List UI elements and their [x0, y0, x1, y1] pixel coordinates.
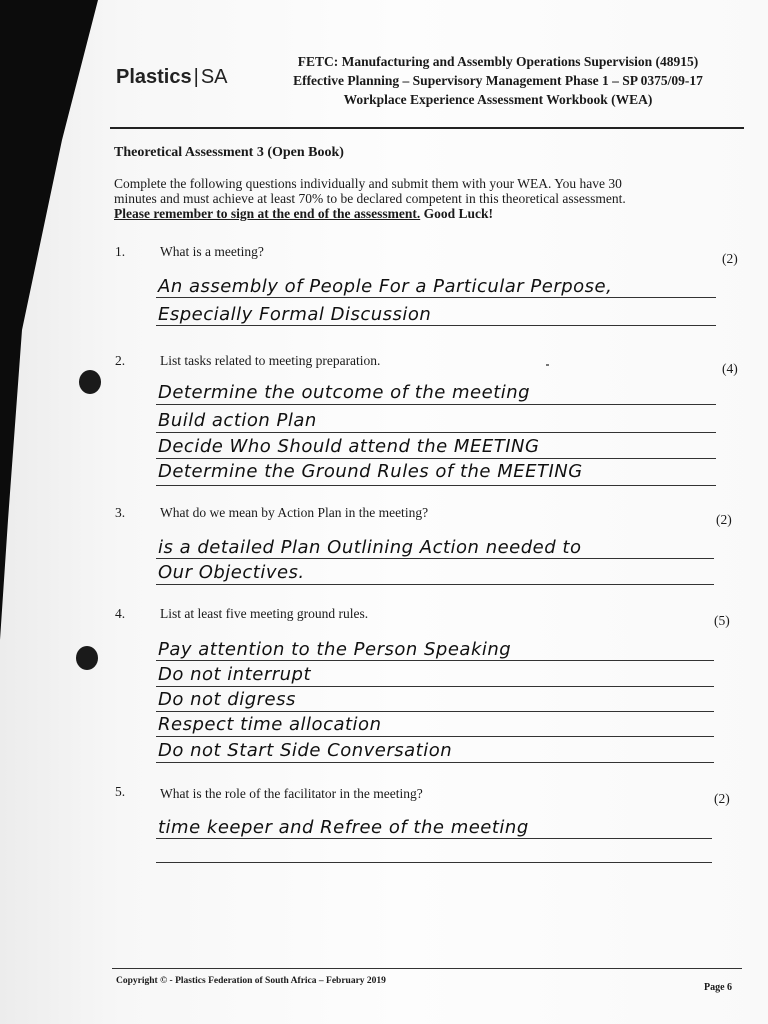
answer-rule — [156, 736, 714, 737]
brand-name: Plastics — [116, 66, 192, 88]
question-1-answer-line-1: An assembly of People For a Particular Perpose, — [158, 276, 613, 297]
answer-rule — [156, 485, 716, 486]
good-luck: Good Luck! — [420, 206, 493, 221]
brand-separator: | — [193, 66, 199, 88]
answer-rule — [156, 458, 716, 459]
question-4-answer-line-5: Do not Start Side Conversation — [158, 740, 453, 761]
question-5-text: What is the role of the facilitator in the meeting? — [160, 786, 423, 801]
scan-speck — [546, 364, 549, 366]
answer-rule — [156, 325, 716, 326]
footer-divider — [112, 968, 742, 969]
header-module: Effective Planning – Supervisory Management Phase 1 – SP 0375/09-17 — [293, 73, 703, 88]
header-qualification: FETC: Manufacturing and Assembly Operations Supervision (48915) — [297, 54, 699, 69]
instructions-line-1: Complete the following questions individually and submit them with your WEA. You have 30 — [114, 176, 622, 191]
question-4-answer-line-2: Do not interrupt — [158, 664, 312, 685]
question-4-number: 4. — [115, 606, 126, 621]
question-1-answer-line-2: Especially Formal Discussion — [158, 304, 432, 325]
answer-rule — [156, 297, 716, 298]
question-4-answer-line-4: Respect time allocation — [158, 714, 382, 735]
question-4-marks: (5) — [714, 613, 730, 628]
question-2-marks: (4) — [722, 361, 738, 376]
question-1-number: 1. — [115, 244, 126, 259]
question-2-number: 2. — [115, 353, 126, 368]
answer-rule — [156, 660, 714, 661]
question-3-number: 3. — [115, 505, 126, 520]
question-2-answer-line-1: Determine the outcome of the meeting — [158, 382, 531, 403]
question-4-text: List at least five meeting ground rules. — [160, 606, 369, 621]
punch-hole-top — [79, 370, 101, 394]
sign-reminder: Please remember to sign at the end of the assessment. — [114, 206, 421, 221]
answer-rule — [156, 584, 714, 585]
instructions — [114, 176, 714, 221]
question-3-marks: (2) — [716, 512, 732, 527]
scan-shadow — [0, 0, 110, 1024]
question-5-number: 5. — [115, 784, 126, 799]
plastics-sa-logo — [116, 66, 228, 89]
header-divider — [110, 127, 744, 129]
answer-rule — [156, 711, 714, 712]
answer-rule — [156, 862, 712, 863]
document-header — [258, 52, 738, 109]
question-2-answer-line-3: Decide Who Should attend the MEETING — [158, 436, 540, 457]
instructions-line-2: minutes and must achieve at least 70% to be declared competent in this theoretical assessment. — [114, 191, 626, 206]
question-3-answer-line-1: is a detailed Plan Outlining Action needed to — [158, 537, 582, 558]
answer-rule — [156, 686, 714, 687]
question-5-marks: (2) — [714, 791, 730, 806]
punch-hole-bottom — [76, 646, 98, 670]
question-3-answer-line-2: Our Objectives. — [158, 562, 305, 583]
question-4-answer-line-3: Do not digress — [158, 689, 296, 710]
answer-rule — [156, 762, 714, 763]
question-4-answer-line-1: Pay attention to the Person Speaking — [158, 639, 512, 660]
question-1-text: What is a meeting? — [160, 244, 264, 259]
footer-copyright: Copyright © - Plastics Federation of South Africa – February 2019 — [116, 976, 386, 986]
assessment-title: Theoretical Assessment 3 (Open Book) — [114, 145, 344, 160]
question-2-text: List tasks related to meeting preparation. — [160, 353, 381, 368]
question-2-answer-line-2: Build action Plan — [158, 410, 317, 431]
instructions-line-3 — [114, 206, 714, 221]
page-number: Page 6 — [704, 982, 733, 993]
answer-rule — [156, 838, 712, 839]
question-1-marks: (2) — [722, 251, 738, 266]
question-5-answer-line-1: time keeper and Refree of the meeting — [158, 817, 529, 838]
header-workbook: Workplace Experience Assessment Workbook (WEA) — [343, 92, 653, 107]
answer-rule — [156, 558, 714, 559]
question-2-answer-line-4: Determine the Ground Rules of the MEETING — [158, 461, 583, 482]
answer-rule — [156, 432, 716, 433]
question-3-text: What do we mean by Action Plan in the meeting? — [160, 505, 429, 520]
brand-suffix: SA — [200, 66, 228, 88]
answer-rule — [156, 404, 716, 405]
